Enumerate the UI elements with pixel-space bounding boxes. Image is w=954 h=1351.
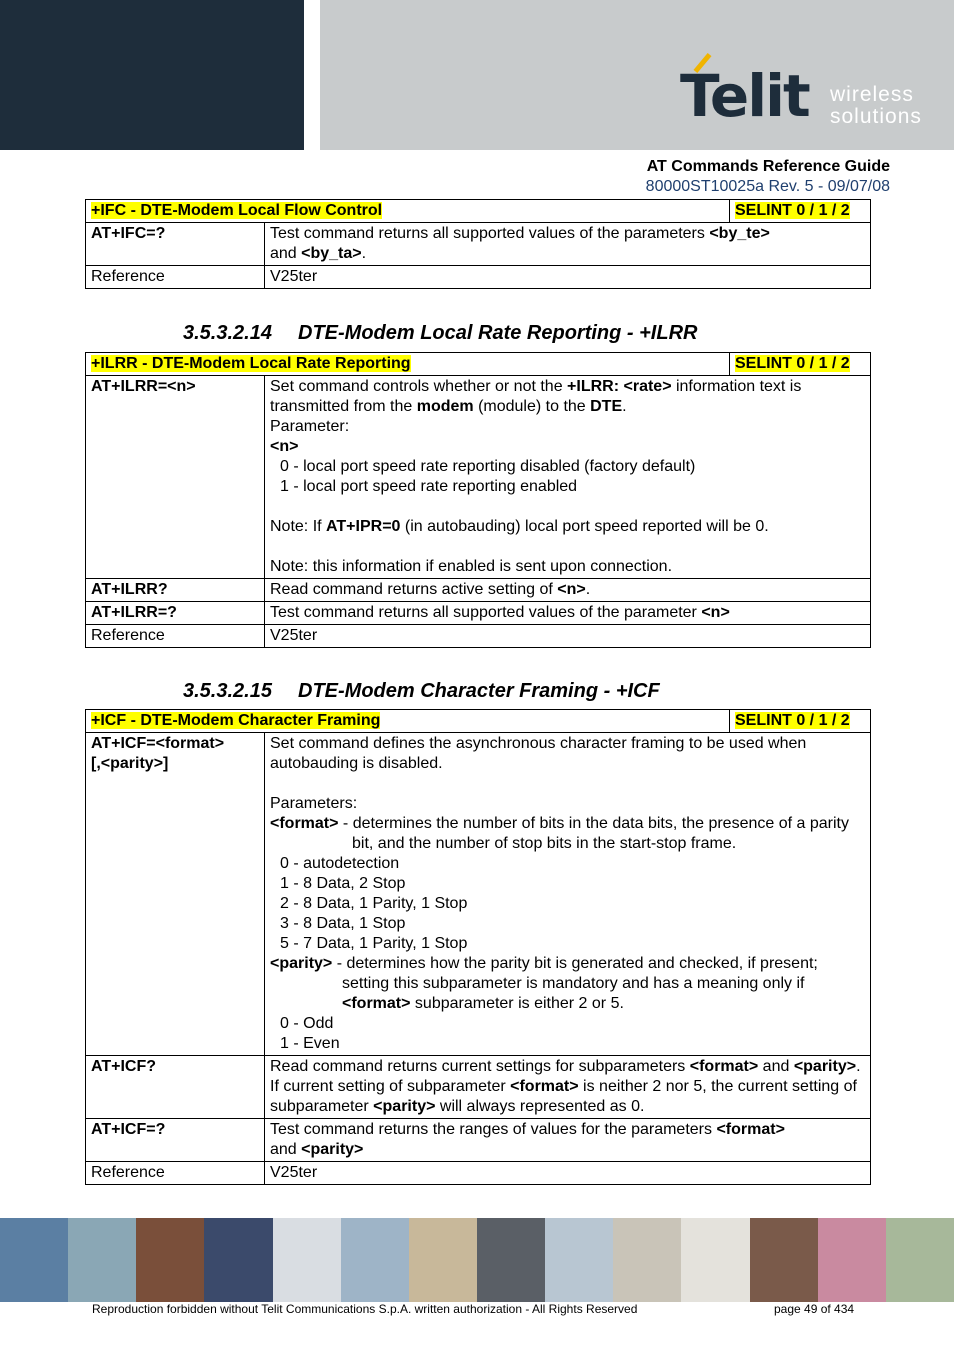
logo-tagline: wireless solutions [830, 83, 922, 128]
icf-ref-value: V25ter [265, 1162, 871, 1185]
ilrr-set-desc: Set command controls whether or not the +ILRR: <rate> information text is transmitted from the modem (module) to the DTE. Parameter: <n> 0 - local port speed rate reporting disabled (factory default) 1 - local port speed rate reporting enabled Note: If AT+IPR=0 (in autobauding) local port speed reported will be 0. Note: this information if enabled is sent upon connection. [265, 376, 871, 579]
ilrr-set-cmd: AT+ILRR=<n> [86, 376, 265, 579]
photo-traffic [0, 1218, 68, 1302]
icf-ref-label: Reference [86, 1162, 265, 1185]
photo-wind-turbines [545, 1218, 613, 1302]
ifc-ref-value: V25ter [265, 266, 871, 289]
photo-camera [886, 1218, 954, 1302]
icf-title: +ICF - DTE-Modem Character Framing [91, 712, 381, 729]
photo-containers [136, 1218, 204, 1302]
header-dark-panel [0, 0, 304, 150]
guide-revision: 80000ST10025a Rev. 5 - 09/07/08 [645, 178, 890, 195]
photo-keyboard [273, 1218, 341, 1302]
guide-title: AT Commands Reference Guide [646, 158, 890, 175]
ilrr-ref-value: V25ter [265, 625, 871, 648]
ifc-title: +IFC - DTE-Modem Local Flow Control [91, 202, 383, 219]
icf-read-cmd: AT+ICF? [86, 1056, 265, 1119]
telit-logo: Telit [680, 62, 809, 130]
icf-selint: SELINT 0 / 1 / 2 [735, 712, 850, 729]
ifc-selint: SELINT 0 / 1 / 2 [735, 202, 850, 219]
footer-copyright: Reproduction forbidden without Telit Communications S.p.A. written authorization - All Rights Reserved [92, 1302, 638, 1316]
icf-test-desc: Test command returns the ranges of values for the parameters <format> and <parity> [265, 1119, 871, 1162]
ilrr-section-heading: 3.5.3.2.14 DTE-Modem Local Rate Reporting - +ILRR [183, 322, 698, 344]
ilrr-ref-label: Reference [86, 625, 265, 648]
ilrr-table [85, 352, 871, 648]
page-number: page 49 of 434 [774, 1302, 855, 1316]
icf-table [85, 709, 871, 1185]
photo-payphone [68, 1218, 136, 1302]
icf-test-cmd: AT+ICF=? [86, 1119, 265, 1162]
ilrr-read-cmd: AT+ILRR? [86, 579, 265, 602]
photo-market [818, 1218, 886, 1302]
ilrr-title: +ILRR - DTE-Modem Local Rate Reporting [91, 355, 411, 372]
ilrr-read-desc: Read command returns active setting of <n>. [265, 579, 871, 602]
ilrr-test-cmd: AT+ILRR=? [86, 602, 265, 625]
photo-clock-display [204, 1218, 272, 1302]
icf-set-desc: Set command defines the asynchronous character framing to be used when autobauding is disabled. Parameters: <format> - determines the number of bits in the data bits, the presence of a parity bit, and the number of stop bits in the start-stop frame. 0 - autodetection 1 - 8 Data, 2 Stop 2 - 8 Data, 1 Parity, 1 Stop 3 - 8 Data, 1 Stop 5 - 7 Data, 1 Parity, 1 Stop <parity> - determines how the parity bit is generated and checked, if present; setting this subparameter is mandatory and has a meaning only if <format> subparameter is either 2 or 5. 0 - Odd 1 - Even [265, 733, 871, 1056]
icf-section-heading: 3.5.3.2.15 DTE-Modem Character Framing - +ICF [183, 680, 660, 702]
photo-station [750, 1218, 818, 1302]
photo-meter [613, 1218, 681, 1302]
ifc-test-desc: Test command returns all supported values of the parameters <by_te> and <by_ta>. [265, 223, 871, 266]
photo-cyclist [341, 1218, 409, 1302]
ifc-table [85, 199, 871, 289]
ifc-test-cmd: AT+IFC=? [86, 223, 265, 266]
icf-read-desc: Read command returns current settings for subparameters <format> and <parity>. If current setting of subparameter <format> is neither 2 nor 5, the current setting of subparameter <parity> will always represented as 0. [265, 1056, 871, 1119]
photo-vending [477, 1218, 545, 1302]
icf-set-cmd: AT+ICF=<format> [,<parity>] [86, 733, 265, 1056]
photo-laser [681, 1218, 749, 1302]
ilrr-selint: SELINT 0 / 1 / 2 [735, 355, 850, 372]
ilrr-test-desc: Test command returns all supported values of the parameter <n> [265, 602, 871, 625]
photo-card [409, 1218, 477, 1302]
ifc-ref-label: Reference [86, 266, 265, 289]
footer-photo-strip [0, 1218, 954, 1302]
